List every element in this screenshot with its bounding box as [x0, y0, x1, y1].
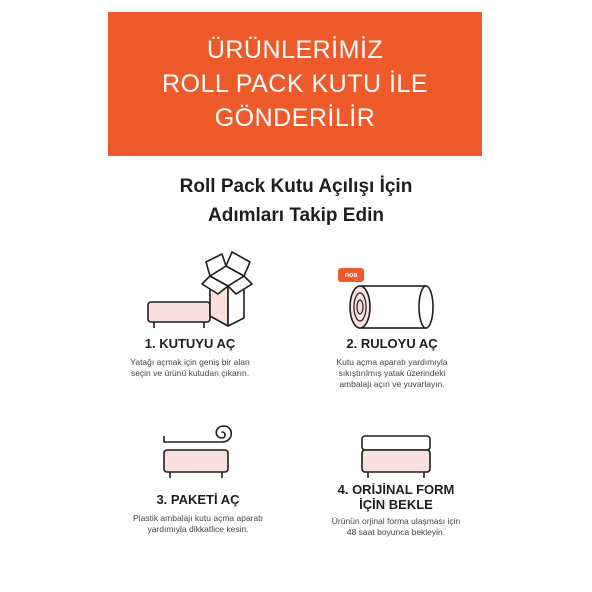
- unwrap-package-icon: [150, 420, 250, 484]
- step-2: [292, 336, 492, 390]
- step-3-title: 3. PAKETİ AÇ: [156, 492, 240, 507]
- step-1-desc-line: Yatağı açmak için geniş bir alan: [130, 357, 250, 367]
- step-4: [296, 482, 496, 538]
- step-3-description: [98, 513, 298, 535]
- rolled-mattress-icon: [346, 280, 438, 332]
- step-1-title: 1. KUTUYU AÇ: [144, 336, 236, 351]
- step-4-description: [296, 516, 496, 538]
- step-1-desc-line: seçin ve ürünü kutudan çıkarın.: [130, 368, 250, 378]
- step-4-title: [296, 482, 496, 512]
- banner-line-3: GÖNDERİLİR: [214, 104, 376, 132]
- instructions-heading-line-1: Roll Pack Kutu Açılışı İçin: [179, 176, 413, 197]
- step-1-description: [90, 357, 290, 379]
- step-3-desc-line: yardımıyla dikkatlice kesin.: [147, 524, 249, 534]
- step-2-desc-line: sıkıştırılmış yatak üzerindeki: [338, 368, 446, 378]
- header-banner: [108, 12, 482, 156]
- step-4-desc-line: Ürünün orjinal forma ulaşması için: [331, 516, 461, 526]
- step-2-title: 2. RULOYU AÇ: [346, 336, 438, 351]
- open-box-icon: [140, 246, 262, 334]
- brand-badge: noa: [338, 268, 364, 282]
- instructions-heading-line-2: Adımları Takip Edin: [208, 205, 384, 226]
- step-1: [90, 336, 290, 379]
- step-4-desc-line: 48 saat boyunca bekleyin.: [346, 527, 446, 537]
- banner-line-1: ÜRÜNLERİMİZ: [206, 36, 384, 64]
- step-2-desc-line: ambalajı açın ve yuvarlayın.: [339, 379, 445, 389]
- step-4-title-line: 4. ORİJİNAL FORM: [337, 482, 455, 497]
- bed-form-icon: [356, 430, 436, 484]
- step-4-title-line: İÇİN BEKLE: [359, 497, 433, 512]
- step-2-desc-line: Kutu açma aparatı yardımıyla: [336, 357, 448, 367]
- step-3-desc-line: Plastik ambalajı kutu açma aparatı: [133, 513, 263, 523]
- step-3: [98, 492, 298, 535]
- step-2-description: [292, 357, 492, 390]
- instructions-heading: [0, 172, 592, 230]
- banner-line-2: ROLL PACK KUTU İLE: [161, 70, 429, 98]
